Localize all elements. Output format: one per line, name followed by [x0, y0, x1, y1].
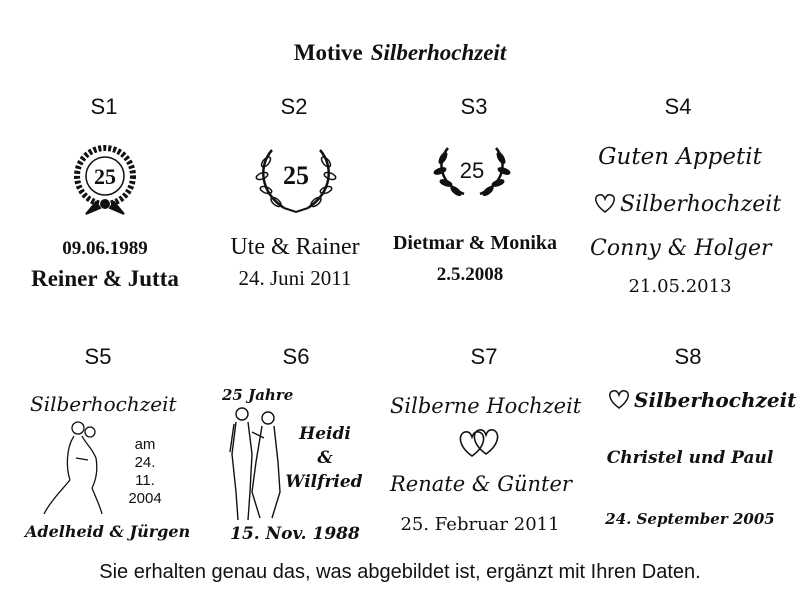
title-subtitle: Silberhochzeit [370, 40, 507, 65]
badge-number: 25 [94, 164, 116, 189]
motif-line2: Silberhochzeit [620, 192, 782, 217]
motif-name2: Wilfried [285, 472, 363, 492]
wreath-bow-icon [70, 140, 140, 220]
motif-code: S7 [470, 344, 498, 369]
motif-month: 11. [135, 472, 155, 489]
motif-names: Conny & Holger [590, 236, 772, 261]
laurel-branch-icon [434, 144, 510, 200]
motif-date: 15. Nov. 1988 [230, 524, 360, 544]
couple-figure-icon [222, 402, 292, 524]
footer-note: Sie erhalten genau das, was abgebildet ist, ergänzt mit Ihren Daten. [99, 561, 701, 583]
motif-names: Adelheid & Jürgen [25, 522, 191, 541]
motif-date: 24. Juni 2011 [238, 266, 352, 290]
motif-year: 2004 [128, 490, 162, 507]
motif-code: S4 [664, 94, 692, 119]
motif-code: S6 [282, 344, 310, 369]
motif-line1: 25 Jahre [222, 386, 294, 404]
motif-line1: Guten Appetit [598, 144, 762, 170]
motif-name1: Heidi [299, 424, 351, 444]
laurel-wreath-icon [254, 140, 338, 216]
motif-names: Ute & Rainer [230, 234, 360, 260]
couple-figure-icon [36, 418, 116, 518]
motif-code: S3 [460, 94, 488, 119]
title-main: Motive [293, 40, 363, 65]
motif-code: S8 [674, 344, 702, 369]
badge-number: 25 [283, 161, 309, 190]
motif-date: 09.06.1989 [62, 238, 148, 259]
motif-line1: Silberne Hochzeit [390, 394, 582, 418]
page-title [0, 40, 800, 66]
motif-code: S2 [280, 94, 308, 119]
motif-line1: Silberhochzeit [634, 388, 797, 412]
motif-day: 24. [134, 454, 156, 471]
motif-amp: & [317, 448, 333, 468]
motif-date: 2.5.2008 [436, 264, 504, 285]
double-heart-icon [456, 426, 502, 460]
motif-date: 25. Februar 2011 [400, 514, 560, 535]
motif-names: Dietmar & Monika [392, 232, 558, 254]
motif-code: S1 [90, 94, 118, 119]
motif-am: am [134, 436, 156, 453]
motif-names: Reiner & Jutta [31, 266, 179, 291]
badge-number: 25 [459, 158, 485, 183]
heart-outline-icon [592, 192, 618, 214]
motif-code: S5 [84, 344, 112, 369]
motif-line1: Silberhochzeit [30, 392, 177, 416]
motif-names: Christel und Paul [606, 448, 774, 468]
motif-date: 21.05.2013 [628, 276, 732, 297]
heart-outline-icon [606, 388, 632, 410]
motif-names: Renate & Günter [390, 472, 572, 496]
motif-date: 24. September 2005 [605, 510, 775, 528]
